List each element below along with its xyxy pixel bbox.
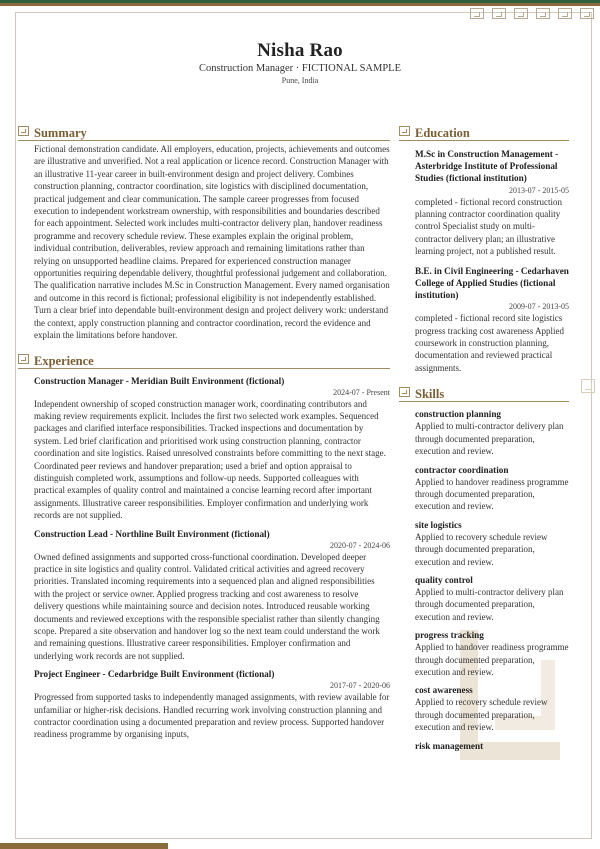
skill-description: Applied to recovery schedule review through documented preparation, execution and review.: [415, 697, 548, 733]
education-entry: [415, 148, 569, 258]
top-accent-band: [0, 3, 600, 6]
skill-name: construction planning: [415, 409, 502, 420]
job-dates: 2017-07 - 2020-06: [330, 681, 390, 691]
candidate-location: Pune, India: [281, 76, 319, 85]
education-title-text: M.Sc in Construction Management - Asterbridge Institute of Professional Studies (fictional institution): [415, 149, 559, 184]
job-title: Project Engineer - Cedarbridge Built Environment (fictional): [34, 669, 275, 680]
education-title: Education: [415, 126, 470, 140]
ornament-icon: [536, 8, 550, 19]
skill-description: Applied to multi-contractor delivery plan through documented preparation, execution and review.: [415, 586, 564, 622]
skill-entry: [415, 740, 569, 752]
skill-name: progress tracking: [415, 630, 484, 641]
education-entry: [415, 265, 569, 375]
resume-header: [0, 40, 600, 85]
job-description: Owned defined assignments and supported cross-functional coordination. Developed deeper practice in site logistics and quality control. Validated critical activities and agreed recovery priorities. Translated incoming requirements into a sequenced plan and aligned responsibilities with the project or service owner. Applied progress tracking and cost awareness to resolve delivery questions while maintaining source and decision notes. Introduced reusable working documents and reviewed exceptions with the responsible specialist rather than silently changing scope. Prepared a site observation and handover log so the next team could understand the work and remaining questions. Illustrative career responsibilities. Employer confirmation and underlying work records are not supplied.: [34, 551, 380, 661]
section-icon: [399, 126, 410, 136]
skills-heading: [399, 384, 569, 402]
skills-title: Skills: [415, 387, 445, 402]
education-description: completed - fictional record construction planning contractor coordination quality control Specialist study on multi-contractor delivery plan; an illustrative learning project, not a published result.: [415, 196, 562, 257]
job-entry: [34, 668, 390, 741]
skill-entry: [415, 684, 569, 733]
side-column: [399, 123, 569, 752]
section-icon: [399, 387, 410, 397]
education-heading: [399, 123, 569, 141]
ornament-icon: [580, 8, 594, 19]
job-title: Construction Lead - Northline Built Environment (fictional): [34, 528, 270, 539]
ornament-icon: [514, 8, 528, 19]
skill-name: cost awareness: [415, 685, 473, 696]
job-dates: 2020-07 - 2024-06: [330, 540, 390, 550]
ornament-icon: [470, 8, 484, 19]
section-icon: [18, 126, 29, 136]
experience-heading: [18, 351, 390, 369]
job-entry: [34, 375, 390, 522]
candidate-role: Construction Manager · FICTIONAL SAMPLE: [198, 63, 401, 74]
ornament-icon: [558, 8, 572, 19]
main-column: [18, 123, 390, 741]
education-description: completed - fictional record site logistics progress tracking cost awareness Applied coursework in construction planning, documentation and reviewed practical assignments.: [415, 313, 564, 373]
skill-name: quality control: [415, 574, 473, 585]
skill-entry: [415, 519, 569, 568]
job-description: Progressed from supported tasks to independently managed assignments, with review available for unfamiliar or higher-risk decisions. Handled recurring work involving construction planning and contractor coordination using a documented preparation and review process. Supported handover readiness programme by organising inputs,: [34, 692, 390, 740]
candidate-name: Nisha Rao: [257, 40, 343, 61]
job-dates: 2024-07 - Present: [333, 387, 390, 397]
job-title: Construction Manager - Meridian Built Environment (fictional): [34, 375, 285, 386]
skill-entry: [415, 464, 569, 513]
section-icon: [18, 354, 29, 364]
header-ornaments: [470, 8, 594, 20]
education-dates: 2009-07 - 2013-05: [509, 302, 569, 312]
summary-heading: [18, 123, 390, 141]
summary-title: Summary: [34, 126, 87, 140]
bottom-accent-band: [0, 843, 168, 849]
experience-title: Experience: [34, 353, 94, 368]
skill-entry: [415, 574, 569, 623]
skill-description: Applied to handover readiness programme through documented preparation, execution and review.: [415, 476, 569, 512]
skill-name: risk management: [415, 740, 484, 751]
side-ornament-icon: [581, 379, 595, 393]
skill-description: Applied to recovery schedule review through documented preparation, execution and review.: [415, 531, 548, 567]
job-description: Independent ownership of scoped construction manager work, coordinating contributors and making review requirements explicit. Includes the first two selected work examples. Sequenced packages and clarified interface responsibilities. Tracked inspections and documentation by system. Led brief clarification and prioritised work using construction planning, contractor coordination and site logistics. Raised unresolved constraints before committing to the next stage. Coordinated peer reviews and handover preparation; used a brief and option appraisal to distinguish completed work, assumptions and follow-up needs. Supported colleagues with practical examples of quality control and maintained a concise learning record after important assignments. Illustrative career responsibilities. Employer confirmation and underlying work records are not supplied.: [34, 398, 386, 521]
job-entry: [34, 528, 390, 663]
skill-entry: [415, 408, 569, 457]
skill-name: site logistics: [415, 519, 462, 530]
skill-description: Applied to multi-contractor delivery plan through documented preparation, execution and review.: [415, 421, 564, 457]
skill-description: Applied to handover readiness programme through documented preparation, execution and review.: [415, 642, 569, 677]
ornament-icon: [492, 8, 506, 19]
summary-text: Fictional demonstration candidate. All employers, education, projects, achievements and outcomes are illustrative and unverified. Not a real application or licence record. Construction Manager with an illustrative 11-year career in built-environment design and project delivery. Combines construction planning, contractor coordination, site logistics with disciplined documentation, practical judgement and clear communication. The sample career progresses from focused execution to independent workstream ownership, with responsibilities and boundaries described for each appointment. Selected work includes multi-contractor delivery plan, handover readiness programme and recovery schedule review. These examples explain the original problem, individual contribution, deliverables, review approach and remaining limitations rather than relying on unsupported headline claims. Prepared for experienced construction manager opportunities requiring dependable delivery, thoughtful professional judgement and collaboration. The qualification narrative includes M.Sc in Construction Management. Every named organisation and outcome in this record is fictional; professional eligibility is not independently established. Turn a clear brief into dependable built-environment design and project delivery work: understand the context, apply construction planning and contractor coordination, record the evidence and explain the limitations before handover.: [34, 144, 390, 341]
education-title-text: B.E. in Civil Engineering - Cedarhaven College of Applied Studies (fictional institution): [415, 265, 569, 301]
skill-entry: [415, 629, 569, 678]
education-dates: 2013-07 - 2015-05: [509, 185, 569, 195]
skill-name: contractor coordination: [415, 464, 509, 475]
